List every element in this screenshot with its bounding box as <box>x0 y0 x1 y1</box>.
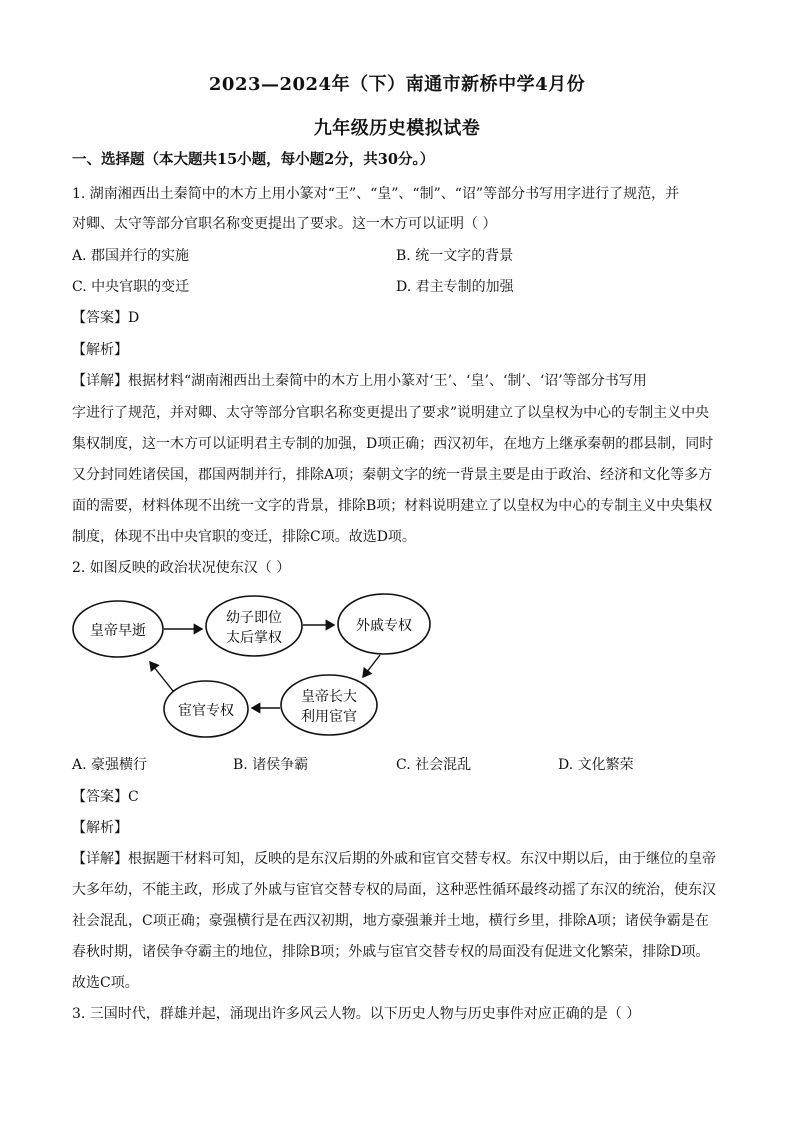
q2-detail-line: 大多年幼，不能主政，形成了外戚与宦官交替专权的局面，这种恶性循环最终动摇了东汉的统治，使东汉 <box>72 882 716 898</box>
q1-analysis-label: 【解析】 <box>72 342 128 358</box>
q3-stem: 3. 三国时代，群雄并起，涌现出许多风云人物。以下历史人物与历史事件对应正确的是（ ） <box>72 1006 641 1022</box>
q1-option-d: D. 君主专制的加强 <box>396 279 514 295</box>
diagram-label-n2b: 太后掌权 <box>226 630 282 646</box>
q1-detail-line: 集权制度，这一木方可以证明君主专制的加强，D项正确；西汉初年，在地方上继承秦朝的郡县制，同时 <box>72 436 714 452</box>
q1-answer: 【答案】D <box>72 310 140 326</box>
q2-detail-line: 社会混乱，C项正确；豪强横行是在西汉初期，地方豪强兼并土地，横行乡里，排除A项；诸侯争霸是在 <box>72 913 709 929</box>
q1-detail-line: 制度，体现不出中央官职的变迁，排除C项。故选D项。 <box>72 529 416 545</box>
diagram-node-emperor-grows <box>281 675 377 735</box>
diagram-label-n2a: 幼子即位 <box>226 610 282 626</box>
q2-option-d: D. 文化繁荣 <box>558 757 634 773</box>
q2-option-c: C. 社会混乱 <box>396 757 472 773</box>
q1-detail-line: 又分封同姓诸侯国，郡国两制并行，排除A项；秦朝文字的统一背景主要是由于政治、经济和文化等多方 <box>72 467 713 483</box>
q2-detail-line: 春秋时期，诸侯争夺霸主的地位，排除B项；外戚与宦官交替专权的局面没有促进文化繁荣，排除D项。 <box>72 944 710 960</box>
q1-stem-line2: 对卿、太守等部分官职名称变更提出了要求。这一木方可以证明（ ） <box>72 216 497 232</box>
q1-detail-line: 字进行了规范，并对卿、太守等部分官职名称变更提出了要求”说明建立了以皇权为中心的专制主义中央 <box>72 405 710 421</box>
exam-title-line1: 2023—2024年（下）南通市新桥中学4月份 <box>208 74 586 95</box>
q1-detail-line: 面的需要，材料体现不出统一文字的背景，排除B项；材料说明建立了以皇权为中心的专制主义中央集权 <box>72 498 713 514</box>
q2-option-a: A. 豪强横行 <box>72 757 148 773</box>
q1-detail-line: 【详解】根据材料“湖南湘西出土秦简中的木方上用小篆对‘王’、‘皇’、‘制’、‘诏’等部分书写用 <box>72 373 647 389</box>
q1-stem-line1: 1. 湖南湘西出土秦简中的木方上用小篆对“王”、“皇”、“制”、“诏”等部分书写用字进行了规范，并 <box>72 186 680 202</box>
diagram-label-n5: 宦官专权 <box>178 703 234 719</box>
q2-analysis-label: 【解析】 <box>72 820 128 836</box>
diagram-label-n1: 皇帝早逝 <box>90 623 146 639</box>
diagram-label-n4b: 利用宦官 <box>301 709 357 725</box>
q1-option-a: A. 郡国并行的实施 <box>72 248 190 264</box>
q2-stem: 2. 如图反映的政治状况使东汉（ ） <box>72 560 291 576</box>
q2-answer: 【答案】C <box>72 789 139 805</box>
cycle-diagram <box>72 588 452 738</box>
q1-option-b: B. 统一文字的背景 <box>396 248 514 264</box>
exam-title-line2: 九年级历史模拟试卷 <box>313 118 481 139</box>
diagram-node-child-heir <box>206 596 302 656</box>
diagram-arrow <box>150 662 173 691</box>
section-heading: 一、选择题（本大题共15小题，每小题2分，共30分。） <box>72 151 435 168</box>
q2-option-b: B. 诸侯争霸 <box>233 757 309 773</box>
diagram-label-n3: 外戚专权 <box>356 618 412 634</box>
diagram-label-n4a: 皇帝长大 <box>301 689 357 705</box>
q2-detail-line: 故选C项。 <box>72 975 139 991</box>
q1-option-c: C. 中央官职的变迁 <box>72 279 190 295</box>
q2-detail-line: 【详解】根据题干材料可知，反映的是东汉后期的外戚和宦官交替专权。东汉中期以后，由于继位的皇帝 <box>72 851 716 867</box>
diagram-arrow <box>363 655 380 677</box>
